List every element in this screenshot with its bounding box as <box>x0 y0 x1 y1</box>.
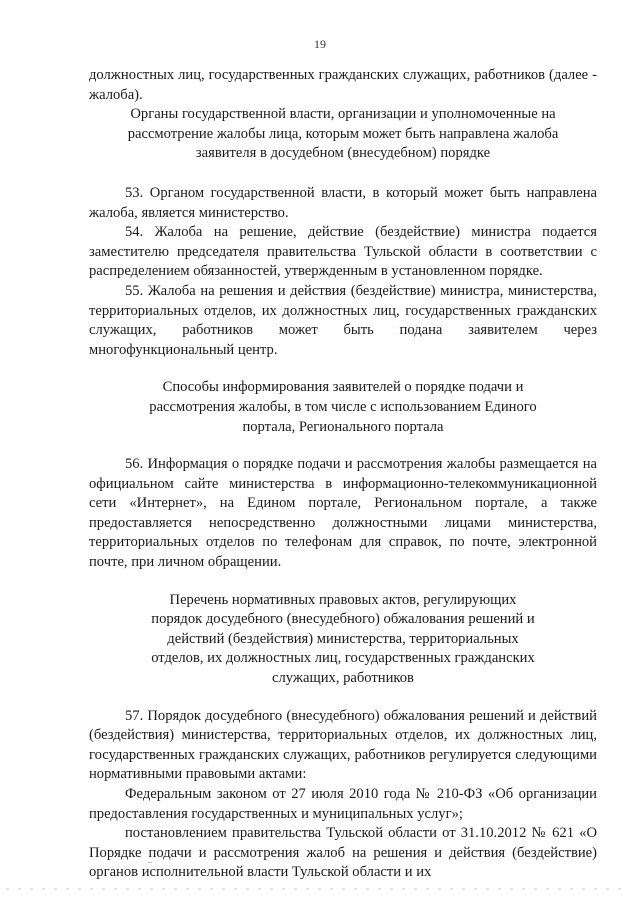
scan-artifact-dashes <box>0 886 640 892</box>
paragraph-intro: должностных лиц, государственных гражданских служащих, работников (далее - жалоба). <box>89 67 597 103</box>
scan-mark <box>148 862 152 863</box>
spacer <box>89 437 597 455</box>
paragraph-55: 55. Жалоба на решения и действия (бездействие) министра, министерства, территориальных отделов, их должностных лиц, государственных гражданских служащих, работников может быть подана заявителем через многофункциональный центр. <box>89 282 597 358</box>
paragraph-57: 57. Порядок досудебного (внесудебного) обжалования решений и действий (бездействия) министерства, территориальных отделов, их должностных лиц, государственных гражданских служащих, работников регулируется следующими нормативными правовыми актами: <box>89 707 597 783</box>
spacer <box>89 164 597 184</box>
spacer <box>89 360 597 378</box>
paragraph-54: 54. Жалоба на решение, действие (бездействие) министра подается заместителю председателя правительства Тульской области в соответствии с распределением обязанностей, утвержденным в установленном порядке. <box>89 224 597 280</box>
section-heading-informing-methods: Способы информирования заявителей о порядке подачи и рассмотрения жалобы, в том числе с использованием Единого портала, Регионального портала <box>149 379 537 435</box>
paragraph-resolution: постановлением правительства Тульской области от 31.10.2012 № 621 «О Порядке подачи и рассмотрения жалоб на решения и действия (бездействие) органов исполнительной власти Тульской области и их <box>89 825 597 881</box>
section-heading-complaint-bodies: Органы государственной власти, организации и уполномоченные на рассмотрение жалобы лица, которым может быть направлена жалоба заявителя в досудебном (внесудебном) порядке <box>127 106 559 162</box>
scan-artifact-strip <box>0 886 640 892</box>
page-content <box>89 66 597 883</box>
spacer <box>89 689 597 707</box>
paragraph-federal-law: Федеральным законом от 27 июля 2010 года № 210-ФЗ «Об организации предоставления государственных и муниципальных услуг»; <box>89 786 597 822</box>
paragraph-56: 56. Информация о порядке подачи и рассмотрения жалобы размещается на официальном сайте министерства в информационно-телекоммуникационной сети «Интернет», на Едином портале, Региональном портале, а также предоставляется непосредственно должностными лицами министерства, территориальных отделов по телефонам для справок, по почте, электронной почте, при личном обращении. <box>89 456 597 571</box>
page-number: 19 <box>314 37 326 51</box>
spacer <box>89 573 597 591</box>
paragraph-53: 53. Органом государственной власти, в который может быть направлена жалоба, является министерство. <box>89 184 597 221</box>
section-heading-legal-acts: Перечень нормативных правовых актов, регулирующих порядок досудебного (внесудебного) обжалования решений и действий (бездействия) министерства, территориальных отделов, их должностных лиц, государственных гражданских служащих, работников <box>151 591 535 687</box>
